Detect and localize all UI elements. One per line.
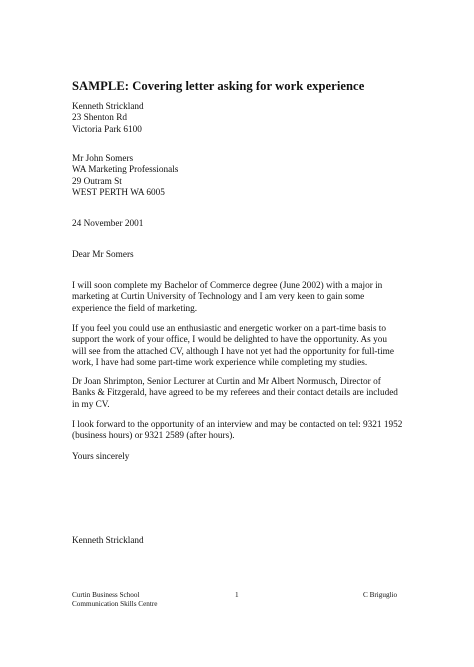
recipient-address (72, 154, 178, 200)
closing-text: Yours sincerely (72, 452, 130, 462)
body-paragraph-3 (72, 377, 398, 411)
paragraph-line: experience the field of marketing. (72, 303, 198, 314)
paragraph-line: I will soon complete my Bachelor of Commerce degree (June 2002) with a major in (72, 281, 383, 291)
sender-address (72, 102, 144, 136)
sender-street: 23 Shenton Rd (72, 113, 127, 124)
paragraph-line: marketing at Curtin University of Technology and I am very keen to gain some (72, 292, 365, 303)
signature (72, 536, 144, 547)
date-text: 24 November 2001 (72, 219, 144, 229)
salutation (72, 250, 134, 261)
footer-right: C Briguglio (363, 591, 398, 599)
signature-name: Kenneth Strickland (72, 536, 144, 546)
paragraph-line: Banks & Fitzgerald, have agreed to be my referees and their contact details are included (72, 388, 398, 399)
recipient-name: Mr John Somers (72, 154, 134, 164)
paragraph-line: (business hours) or 9321 2589 (after hours). (72, 431, 235, 442)
paragraph-line: work, I have had some part-time work experience while completing my studies. (72, 358, 368, 369)
body-paragraph-1 (72, 281, 382, 315)
salutation-text: Dear Mr Somers (72, 250, 134, 260)
paragraph-line: will see from the attached CV, although I have not yet had the opportunity for full-time (72, 346, 394, 357)
recipient-street: 29 Outram St (72, 176, 122, 187)
sender-suburb: Victoria Park 6100 (72, 124, 142, 135)
footer-school: Curtin Business School (72, 591, 140, 599)
footer-centre: Communication Skills Centre (72, 600, 158, 608)
paragraph-line: If you feel you could use an enthusiastic and energetic worker on a part-time basis to (72, 324, 386, 334)
closing (72, 452, 129, 463)
document-title: SAMPLE: Covering letter asking for work experience (72, 79, 365, 93)
paragraph-line: Dr Joan Shrimpton, Senior Lecturer at Curtin and Mr Albert Normusch, Director of (72, 377, 381, 387)
footer-left (72, 591, 157, 609)
recipient-city: WEST PERTH WA 6005 (72, 188, 165, 199)
paragraph-line: support the work of your office, I would be delighted to have the opportunity. As you (72, 335, 387, 346)
body-paragraph-4 (72, 420, 402, 443)
sender-name: Kenneth Strickland (72, 102, 144, 112)
body-paragraph-2 (72, 324, 394, 370)
paragraph-line: I look forward to the opportunity of an interview and may be contacted on tel: 9321 1952 (72, 420, 403, 430)
letter-date (72, 219, 143, 230)
recipient-company: WA Marketing Professionals (72, 165, 179, 176)
paragraph-line: in my CV. (72, 399, 110, 410)
page-number: 1 (235, 591, 239, 599)
